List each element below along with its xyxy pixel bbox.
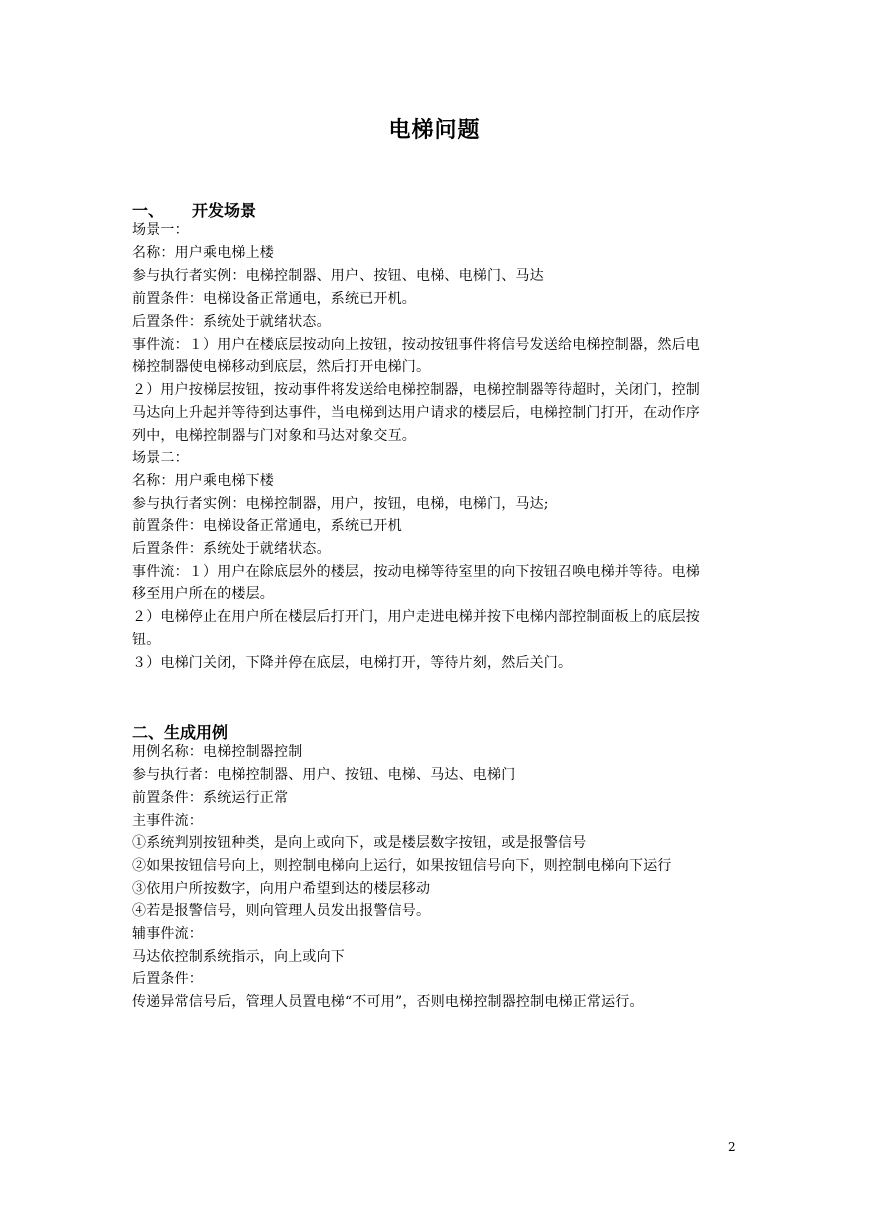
text-line: 前置条件：电梯设备正常通电，系统已开机。 [132, 291, 416, 307]
text-line: 后置条件：系统处于就绪状态。 [132, 541, 331, 557]
section1-heading [132, 198, 256, 221]
text-line: 列中，电梯控制器与门对象和马达对象交互。 [132, 428, 416, 444]
text-line: 用例名称：电梯控制器控制 [132, 744, 303, 760]
text-line: 名称：用户乘电梯上楼 [132, 245, 274, 261]
text-line: 主事件流： [132, 813, 203, 829]
text-line: ④若是报警信号，则向管理人员发出报警信号。 [132, 903, 431, 919]
text-line: ２）电梯停止在用户所在楼层后打开门，用户走进电梯并按下电梯内部控制面板上的底层按 [132, 609, 700, 625]
text-line: 传递异常信号后，管理人员置电梯“不可用”，否则电梯控制器控制电梯正常运行。 [132, 994, 644, 1010]
text-line: 事件流：１）用户在除底层外的楼层，按动电梯等待室里的向下按钮召唤电梯并等待。电梯 [132, 564, 700, 580]
text-line: ３）电梯门关闭，下降并停在底层，电梯打开，等待片刻，然后关门。 [132, 655, 573, 671]
section1-number: 一、 [132, 201, 165, 220]
text-line: 参与执行者：电梯控制器、用户、按钮、电梯、马达、电梯门 [132, 767, 516, 783]
text-line: 后置条件：系统处于就绪状态。 [132, 314, 331, 330]
text-line: 事件流：１）用户在楼底层按动向上按钮，按动按钮事件将信号发送给电梯控制器，然后电 [132, 337, 700, 353]
text-line: 前置条件：电梯设备正常通电，系统已开机 [132, 518, 402, 534]
text-line: 参与执行者实例：电梯控制器，用户，按钮，电梯，电梯门，马达; [132, 496, 549, 512]
text-line: ２）用户按梯层按钮，按动事件将发送给电梯控制器，电梯控制器等待超时，关闭门，控制 [132, 382, 700, 398]
document-title: 电梯问题 [388, 118, 481, 143]
text-line: 马达向上升起并等待到达事件，当电梯到达用户请求的楼层后，电梯控制门打开，在动作序 [132, 405, 700, 421]
text-line: 梯控制器使电梯移动到底层，然后打开电梯门。 [132, 359, 431, 375]
text-line: ②如果按钮信号向上，则控制电梯向上运行，如果按钮信号向下，则控制电梯向下运行 [132, 858, 672, 874]
text-line: 移至用户所在的楼层。 [132, 586, 274, 602]
text-line: 场景二： [132, 450, 189, 466]
text-line: ③依用户所按数字，向用户希望到达的楼层移动 [132, 881, 431, 897]
page-number: 2 [728, 1140, 736, 1154]
text-line: 名称：用户乘电梯下楼 [132, 473, 274, 489]
text-line: 前置条件：系统运行正常 [132, 790, 289, 806]
text-line: 马达依控制系统指示，向上或向下 [132, 949, 345, 965]
text-line: 场景一： [132, 222, 189, 238]
section1-title: 开发场景 [192, 201, 257, 220]
text-line: ①系统判别按钮种类，是向上或向下，或是楼层数字按钮，或是报警信号 [132, 835, 587, 851]
text-line: 参与执行者实例：电梯控制器、用户、按钮、电梯、电梯门、马达 [132, 268, 544, 284]
text-line: 辅事件流： [132, 926, 203, 942]
text-line: 钮。 [132, 632, 161, 648]
text-line: 后置条件： [132, 971, 203, 987]
section2-heading: 二、生成用例 [132, 723, 229, 742]
